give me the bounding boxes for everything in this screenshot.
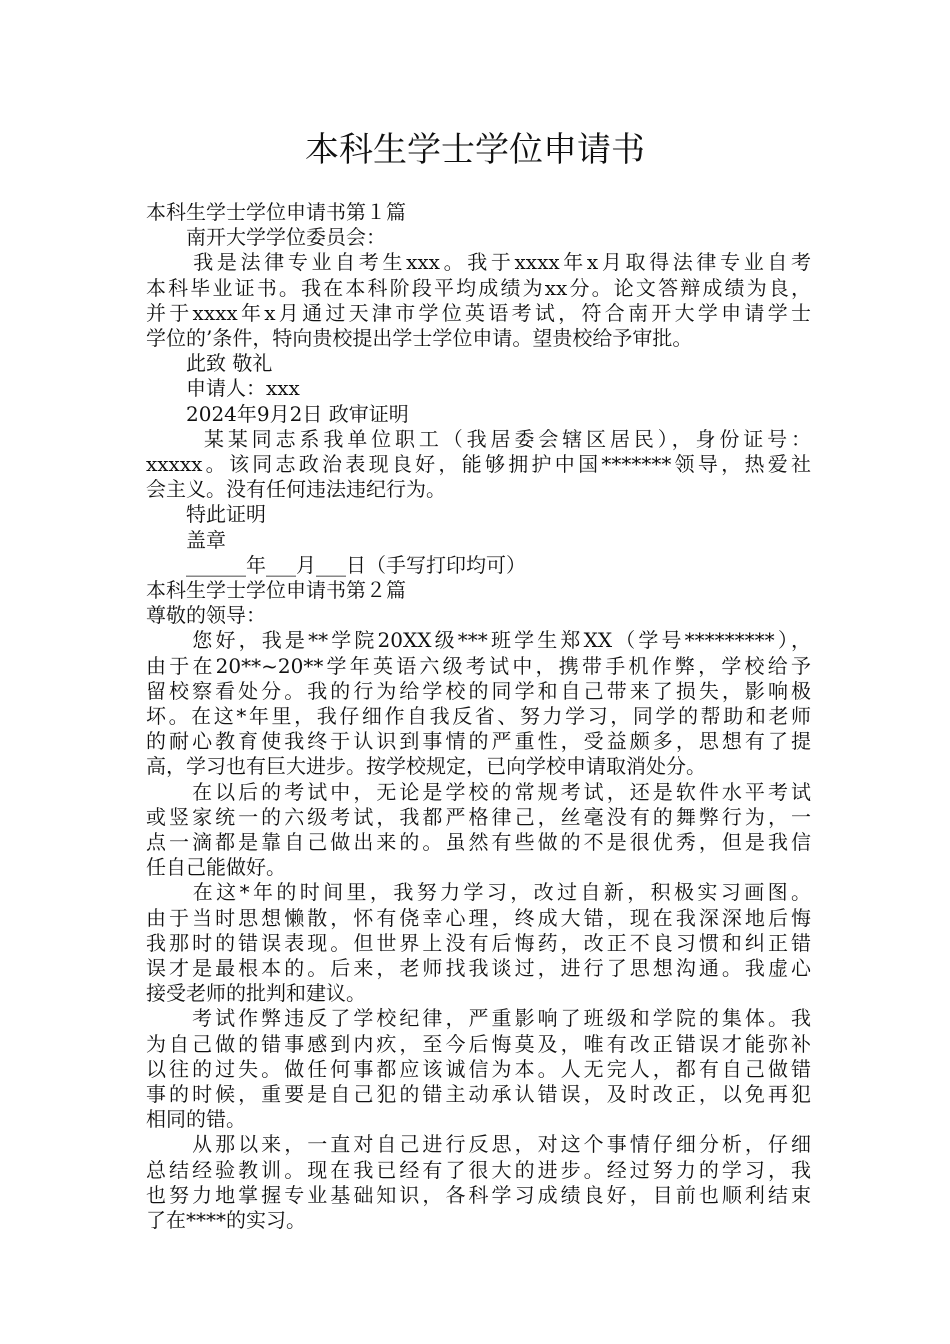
text-line: 会主义。没有任何违法违纪行为。	[146, 477, 446, 502]
text-line: 从那以来，一直对自己进行反思，对这个事情仔细分析，仔细	[146, 1132, 811, 1157]
text-line: 尊敬的领导：	[146, 603, 266, 628]
text-line: 任自己能做好。	[146, 855, 286, 880]
text-line: 我是法律专业自考生xxx。我于xxxx年x月取得法律专业自考	[146, 250, 811, 275]
text-line: xxxxx。该同志政治表现良好，能够拥护中国*******领导，热爱社	[146, 452, 811, 476]
text-line: 考试作弊违反了学校纪律，严重影响了班级和学院的集体。我	[146, 1006, 811, 1031]
text-line: 此致 敬礼	[146, 351, 273, 376]
text-line: 本科生学士学位申请书第２篇	[146, 578, 406, 602]
text-line: 本科毕业证书。我在本科阶段平均成绩为xx分。论文答辩成绩为良，	[146, 275, 811, 300]
text-line: 点一滴都是靠自己做出来的。虽然有些做的不是很优秀，但是我信	[146, 830, 811, 854]
text-line: 总结经验教训。现在我已经有了很大的进步。经过努力的学习，我	[146, 1157, 811, 1182]
text-line: 申请人：xxx	[146, 376, 300, 401]
text-line: 接受老师的批判和建议。	[146, 981, 366, 1006]
text-line: ______年___月___日（手写打印均可）	[146, 552, 526, 577]
text-line: 某某同志系我单位职工（我居委会辖区居民），身份证号：	[146, 426, 811, 451]
text-line: 学位的’条件，特向贵校提出学士学位申请。望贵校给予审批。	[146, 326, 693, 350]
text-line: 我那时的错误表现。但世界上没有后悔药，改正不良习惯和纠正错	[146, 930, 811, 955]
text-line: 或竖家统一的六级考试，我都严格律己，丝毫没有的舞弊行为，一	[146, 804, 811, 829]
text-line: 南开大学学位委员会：	[146, 225, 386, 250]
text-line: 您好，我是**学院20XX级***班学生郑XX（学号*********），	[146, 628, 811, 653]
text-line: 误才是最根本的。后来，老师找我谈过，进行了思想沟通。我虚心	[146, 956, 811, 980]
text-line: 盖章	[146, 527, 226, 552]
text-line: 相同的错。	[146, 1107, 246, 1132]
text-line: 由于当时思想懒散，怀有侥幸心理，终成大错，现在我深深地后悔	[146, 905, 811, 930]
text-line: 为自己做的错事感到内疚，至今后悔莫及，唯有改正错误才能弥补	[146, 1031, 811, 1056]
text-line: 在以后的考试中，无论是学校的常规考试，还是软件水平考试	[146, 779, 811, 804]
text-line: 并于xxxx年x月通过天津市学位英语考试，符合南开大学申请学士	[146, 300, 811, 325]
text-line: 事的时候，重要是自己犯的错主动承认错误，及时改正，以免再犯	[146, 1082, 811, 1106]
document-title: 本科生学士学位申请书	[305, 130, 645, 170]
text-line: 了在****的实习。	[146, 1208, 306, 1232]
text-line: 留校察看处分。我的行为给学校的同学和自己带来了损失，影响极	[146, 678, 811, 703]
text-line: 特此证明	[146, 502, 266, 527]
text-line: 坏。在这*年里，我仔细作自我反省、努力学习，同学的帮助和老师	[146, 704, 811, 728]
text-line: 2024年9月2日 政审证明	[146, 401, 409, 426]
text-line: 由于在20**~20**学年英语六级考试中，携带手机作弊，学校给予	[146, 653, 811, 678]
text-line: 高，学习也有巨大进步。按学校规定，已向学校申请取消处分。	[146, 754, 706, 779]
text-line: 在这*年的时间里，我努力学习，改过自新，积极实习画图。	[146, 880, 811, 905]
text-line: 也努力地掌握专业基础知识，各科学习成绩良好，目前也顺利结束	[146, 1182, 811, 1207]
text-line: 的耐心教育使我终于认识到事情的严重性，受益颇多，思想有了提	[146, 729, 811, 754]
text-line: 本科生学士学位申请书第１篇	[146, 200, 406, 224]
text-line: 以往的过失。做任何事都应该诚信为本。人无完人，都有自己做错	[146, 1056, 811, 1081]
